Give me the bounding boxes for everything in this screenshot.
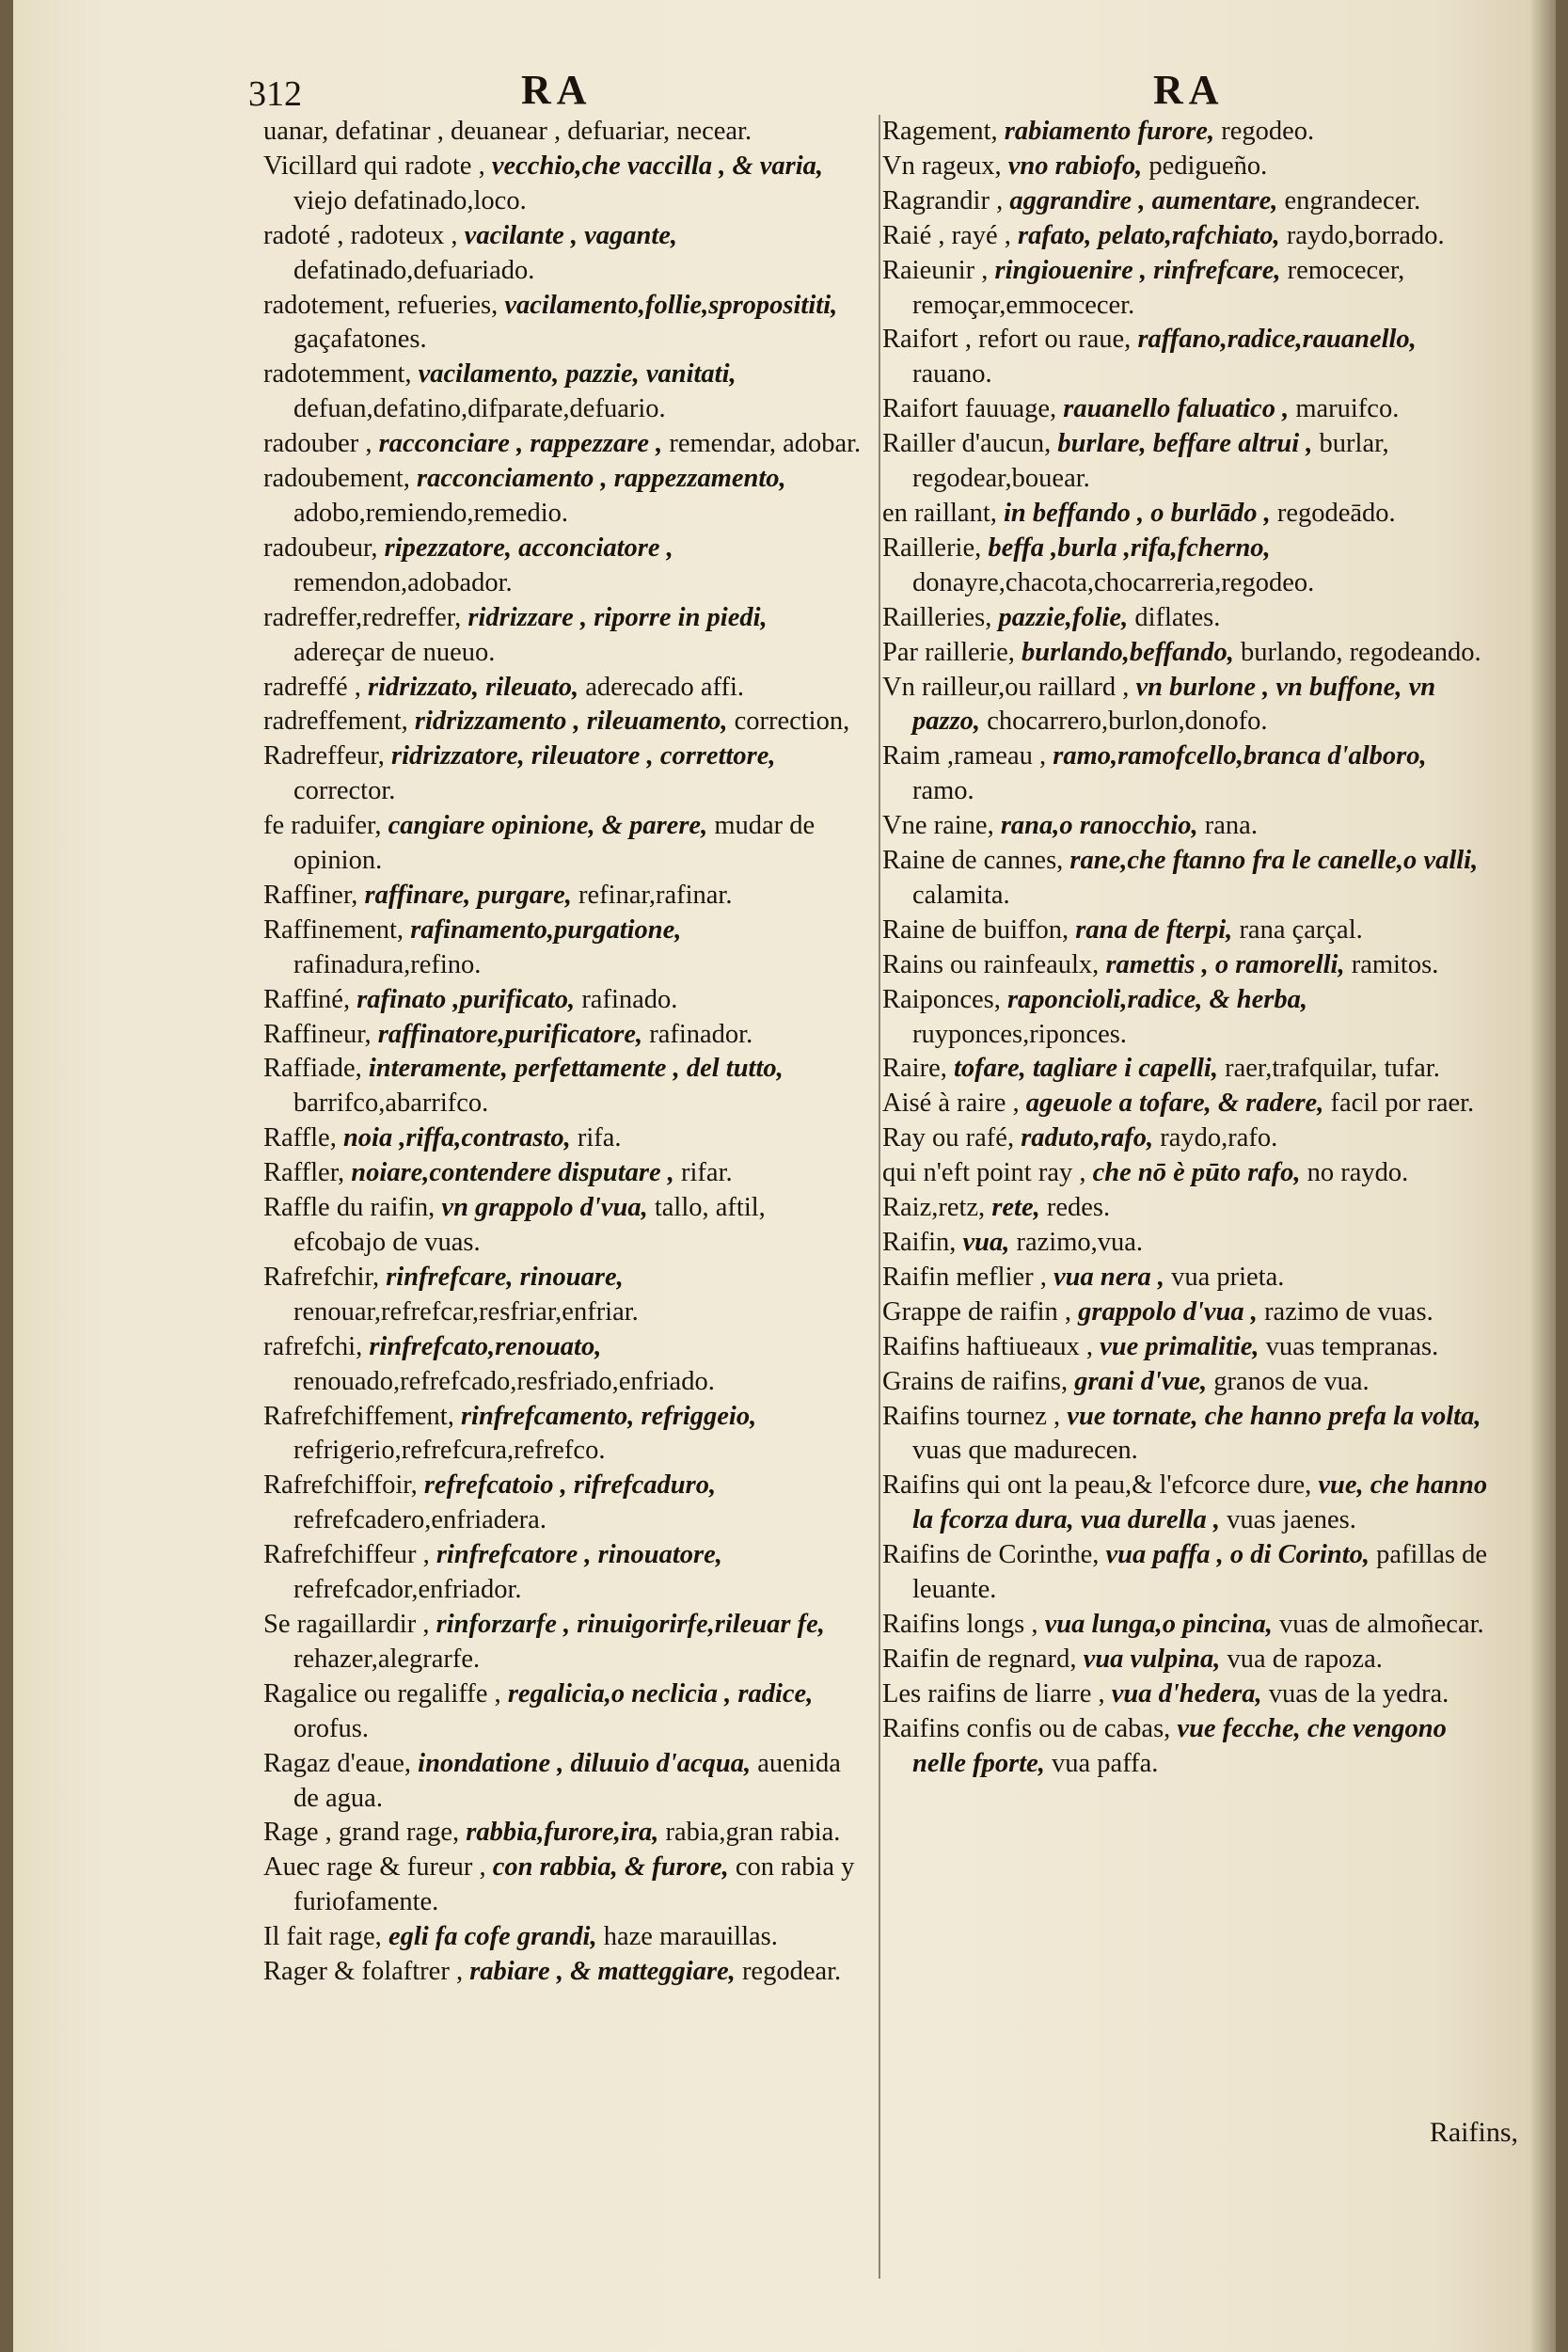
italian-translation: rabiare , & matteggiare,: [469, 1957, 736, 1987]
dictionary-entry: [263, 1018, 862, 1053]
dictionary-entry: [882, 532, 1494, 601]
italian-translation: vacilamento, pazzie, vanitati,: [418, 359, 736, 389]
spanish-translation: defuan,defatino,difparate,defuario.: [293, 394, 666, 424]
french-term: en raillant,: [882, 498, 997, 528]
french-term: Rafrefchir,: [263, 1262, 380, 1292]
french-term: Il fait rage,: [263, 1922, 382, 1952]
spanish-translation: rabia,gran rabia.: [665, 1818, 841, 1848]
spanish-translation: chocarrero,burlon,donofo.: [987, 707, 1268, 737]
dictionary-entry: [882, 1677, 1494, 1712]
spanish-translation: refrefcadero,enfriadera.: [293, 1505, 546, 1535]
french-term: radotemment,: [263, 359, 412, 389]
italian-translation: noia ,riffa,contrasto,: [342, 1123, 571, 1153]
spanish-translation: vuas que madurecen.: [912, 1436, 1138, 1466]
dictionary-entry: [263, 1677, 862, 1747]
spanish-translation: ruyponces,riponces.: [912, 1019, 1127, 1049]
italian-translation: burlare, beffare altrui ,: [1057, 429, 1313, 459]
dictionary-entry: [263, 1816, 862, 1851]
dictionary-entry: [882, 1156, 1494, 1191]
french-term: Rage , grand rage,: [263, 1818, 460, 1848]
dictionary-entry: [263, 1121, 862, 1156]
french-term: Vn railleur,ou raillard ,: [882, 672, 1130, 702]
french-term: Ragrandir ,: [882, 185, 1004, 215]
italian-translation: egli fa cofe grandi,: [388, 1922, 597, 1952]
italian-translation: rabiamento furore,: [1004, 117, 1215, 146]
spanish-translation: adobo,remiendo,remedio.: [293, 498, 569, 528]
spanish-translation: adereçar de nueuo.: [293, 637, 496, 667]
dictionary-entry: [263, 1920, 862, 1955]
dictionary-entry: [263, 1156, 862, 1191]
spanish-translation: vua prieta.: [1171, 1262, 1285, 1292]
spanish-translation: regodeādo.: [1276, 498, 1396, 528]
french-term: Grappe de raifin ,: [882, 1296, 1071, 1327]
dictionary-entry: [882, 739, 1494, 809]
french-term: Raié , rayé ,: [882, 220, 1011, 250]
left-column: [263, 115, 862, 1990]
dictionary-entry: [263, 150, 862, 219]
italian-translation: noiare,contendere disputare ,: [351, 1158, 674, 1188]
french-term: Raifins confis ou de cabas,: [882, 1713, 1171, 1743]
dictionary-entry: [882, 1330, 1494, 1365]
dictionary-entry: [263, 1851, 862, 1920]
french-term: Ragement,: [882, 117, 998, 146]
french-term: Raifort , refort ou raue,: [882, 325, 1132, 355]
dictionary-entry: [882, 219, 1494, 254]
french-term: radoubement,: [263, 464, 410, 494]
italian-translation: rete,: [991, 1193, 1040, 1223]
dictionary-entry: [882, 1295, 1494, 1330]
french-term: radreffé ,: [263, 672, 361, 702]
dictionary-entry: [882, 1365, 1494, 1400]
italian-translation: interamente, perfettamente , del tutto,: [368, 1054, 784, 1084]
spanish-translation: refrigerio,refrefcura,refrefco.: [293, 1436, 606, 1466]
spanish-translation: renouar,refrefcar,resfriar,enfriar.: [293, 1296, 639, 1327]
italian-translation: vua lunga,o pincina,: [1044, 1609, 1273, 1639]
dictionary-entry: [263, 1261, 862, 1330]
french-term: Rafrefchiffoir,: [263, 1470, 418, 1501]
dictionary-entry: [882, 671, 1494, 740]
french-term: radreffement,: [263, 707, 408, 737]
dictionary-entry: [263, 1538, 862, 1608]
french-term: Grains de raifins,: [882, 1366, 1069, 1396]
column-divider: [879, 115, 880, 2279]
french-term: Radreffeur,: [263, 741, 385, 771]
spanish-translation: rana çarçal.: [1239, 914, 1363, 945]
spanish-translation: calamita.: [912, 880, 1010, 910]
dictionary-entry: [882, 948, 1494, 983]
dictionary-entry: [263, 1191, 862, 1261]
dictionary-entry: [263, 115, 862, 150]
dictionary-entry: [882, 323, 1494, 392]
spanish-translation: facil por raer.: [1330, 1089, 1475, 1119]
italian-translation: rafinato ,purificato,: [356, 984, 576, 1014]
spanish-translation: viejo defatinado,loco.: [293, 185, 527, 215]
dictionary-entry: [882, 184, 1494, 219]
italian-translation: racconciare , rappezzare ,: [378, 429, 663, 459]
spanish-translation: rauano.: [912, 359, 992, 389]
spanish-translation: engrandecer.: [1284, 185, 1421, 215]
spanish-translation: refinar,rafinar.: [578, 880, 733, 910]
spanish-translation: maruifco.: [1295, 394, 1400, 424]
dictionary-entry: [263, 1747, 862, 1817]
dictionary-entry: [882, 150, 1494, 184]
spanish-translation: diflates.: [1134, 602, 1221, 632]
italian-translation: raffano,radice,rauanello,: [1137, 325, 1417, 355]
dictionary-entry: [263, 983, 862, 1018]
spanish-translation: vuas tempranas.: [1265, 1331, 1439, 1361]
dictionary-entry: [882, 983, 1494, 1053]
page-number: 312: [248, 74, 302, 114]
dictionary-entry: [882, 601, 1494, 636]
dictionary-entry: [263, 879, 862, 914]
dictionary-entry: [882, 1052, 1494, 1087]
spanish-translation: aderecado affi.: [585, 672, 745, 702]
spanish-translation: mudar de opinion.: [293, 811, 816, 876]
spanish-translation: regodear.: [741, 1957, 842, 1987]
spanish-translation: haze marauillas.: [603, 1922, 778, 1952]
italian-translation: in beffando , o burlādo ,: [1004, 498, 1271, 528]
italian-translation: rinfrefcatore , rinouatore,: [436, 1540, 722, 1570]
dictionary-entry: [263, 1955, 862, 1990]
french-term: Raieunir ,: [882, 255, 989, 285]
italian-translation: ridrizzato, rileuato,: [368, 672, 579, 702]
dictionary-entry: [263, 914, 862, 983]
french-term: Raiponces,: [882, 984, 1001, 1014]
french-term: Les raifins de liarre ,: [882, 1678, 1105, 1708]
dictionary-entry: [263, 358, 862, 427]
italian-translation: beffa ,burla ,rifa,fcherno,: [988, 532, 1271, 563]
italian-translation: vue fecche, che vengono nelle fporte,: [912, 1713, 1447, 1778]
italian-translation: raffinatore,purificatore,: [377, 1019, 643, 1049]
italian-translation: ramo,ramofcello,branca d'alboro,: [1053, 741, 1427, 771]
italian-translation: ridrizzare , riporre in piedi,: [467, 602, 768, 632]
dictionary-entry: [263, 532, 862, 601]
dictionary-entry: [263, 1052, 862, 1121]
spanish-translation: correction,: [734, 707, 850, 737]
spanish-translation: razimo de vuas.: [1264, 1296, 1433, 1327]
italian-translation: pazzie,folie,: [998, 602, 1129, 632]
spanish-translation: remendon,adobador.: [293, 567, 513, 597]
italian-translation: raffinare, purgare,: [364, 880, 572, 910]
dictionary-entry: [882, 392, 1494, 427]
spanish-translation: renouado,refrefcado,resfriado,enfriado.: [293, 1366, 715, 1396]
dictionary-entry: [263, 1608, 862, 1677]
spanish-translation: barrifco,abarrifco.: [293, 1089, 489, 1119]
french-term: fe raduifer,: [263, 811, 382, 841]
dictionary-entry: [882, 1538, 1494, 1608]
french-term: Par raillerie,: [882, 637, 1015, 667]
spanish-translation: rana.: [1204, 811, 1258, 841]
french-term: Raiz,retz,: [882, 1193, 986, 1223]
italian-translation: vua paffa , o di Corinto,: [1105, 1540, 1370, 1570]
spanish-translation: ramo.: [912, 776, 974, 806]
italian-translation: rauanello faluatico ,: [1063, 394, 1290, 424]
italian-translation: ramettis , o ramorelli,: [1105, 949, 1345, 979]
dictionary-entry: [882, 1712, 1494, 1782]
french-term: Raifins de Corinthe,: [882, 1540, 1100, 1570]
french-term: Raifins haftiueaux ,: [882, 1331, 1093, 1361]
french-term: radotement, refueries,: [263, 290, 499, 320]
french-term: Raffle,: [263, 1123, 337, 1153]
spanish-translation: tallo, aftil, efcobajo de vuas.: [293, 1193, 766, 1257]
spanish-translation: auenida de agua.: [293, 1748, 841, 1813]
spanish-translation: raydo,rafo.: [1160, 1123, 1278, 1153]
italian-translation: vue tornate, che hanno prefa la volta,: [1067, 1401, 1481, 1431]
french-term: Vne raine,: [882, 811, 994, 841]
spanish-translation: rafinador.: [649, 1019, 753, 1049]
italian-translation: rafinamento,purgatione,: [410, 914, 682, 945]
french-term: Raifin meflier ,: [882, 1262, 1047, 1292]
french-term: uanar, defatinar , deuanear , defuariar, necear.: [263, 117, 752, 146]
dictionary-entry: [263, 289, 862, 358]
italian-translation: che nō è pūto rafo,: [1092, 1158, 1301, 1188]
spanish-translation: burlando, regodeando.: [1241, 637, 1481, 667]
italian-translation: ripezzatore, acconciatore ,: [384, 532, 673, 563]
spanish-translation: ramitos.: [1351, 949, 1439, 979]
spanish-translation: remocecer, remoçar,emmocecer.: [912, 255, 1405, 320]
french-term: Raifins longs ,: [882, 1609, 1038, 1639]
dictionary-entry: [882, 1087, 1494, 1121]
spanish-translation: con rabia y furiofamente.: [293, 1852, 855, 1917]
italian-translation: ridrizzamento , rileuamento,: [414, 707, 728, 737]
italian-translation: cangiare opinione, & parere,: [388, 811, 708, 841]
italian-translation: rane,che ftanno fra le canelle,o valli,: [1069, 846, 1479, 876]
french-term: Raffler,: [263, 1158, 345, 1188]
italian-translation: rinforzarfe , rinuigorirfe,rileuar fe,: [436, 1609, 825, 1639]
french-term: Rager & folaftrer ,: [263, 1957, 464, 1987]
dictionary-entry: [263, 1400, 862, 1470]
dictionary-entry: [882, 1400, 1494, 1470]
french-term: Ragaz d'eaue,: [263, 1748, 412, 1778]
dictionary-entry: [882, 1643, 1494, 1677]
spanish-translation: raer,trafquilar, tufar.: [1225, 1054, 1440, 1084]
french-term: Railleries,: [882, 602, 992, 632]
italian-translation: vua nera ,: [1053, 1262, 1164, 1292]
spanish-translation: vuas de la yedra.: [1268, 1678, 1449, 1708]
spanish-translation: rehazer,alegrarfe.: [293, 1644, 481, 1674]
italian-translation: tofare, tagliare i capelli,: [953, 1054, 1218, 1084]
running-head-left: RA: [521, 67, 593, 113]
spanish-translation: defatinado,defuariado.: [293, 255, 535, 285]
italian-translation: rabbia,furore,ira,: [466, 1818, 659, 1848]
dictionary-entry: [882, 809, 1494, 844]
french-term: Vicillard qui radote ,: [263, 151, 485, 181]
french-term: radoubeur,: [263, 532, 378, 563]
italian-translation: aggrandire , aumentare,: [1009, 185, 1278, 215]
dictionary-entry: [263, 601, 862, 671]
french-term: qui n'eft point ray ,: [882, 1158, 1086, 1188]
french-term: Ragalice ou regaliffe ,: [263, 1678, 501, 1708]
spanish-translation: pafillas de leuante.: [912, 1540, 1488, 1605]
italian-translation: con rabbia, & furore,: [492, 1852, 729, 1883]
spanish-translation: rafinado.: [581, 984, 678, 1014]
italian-translation: rinfrefcare, rinouare,: [386, 1262, 624, 1292]
french-term: Raifins qui ont la peau,& l'efcorce dure,: [882, 1470, 1312, 1501]
french-term: Raffiné,: [263, 984, 351, 1014]
dictionary-page: [13, 0, 1556, 2352]
spanish-translation: vua paffa.: [1052, 1748, 1159, 1778]
spanish-translation: razimo,vua.: [1016, 1228, 1144, 1257]
dictionary-entry: [882, 1226, 1494, 1261]
french-term: Raffle du raifin,: [263, 1193, 436, 1223]
italian-translation: vue primalitie,: [1100, 1331, 1259, 1361]
french-term: Se ragaillardir ,: [263, 1609, 430, 1639]
dictionary-entry: [263, 671, 862, 706]
french-term: Raine de cannes,: [882, 846, 1064, 876]
dictionary-entry: [882, 914, 1494, 948]
catchword: Raifins,: [1429, 2117, 1518, 2148]
italian-translation: vn grappolo d'vua,: [441, 1193, 648, 1223]
italian-translation: raponcioli,radice, & herba,: [1006, 984, 1308, 1014]
dictionary-entry: [263, 705, 862, 739]
dictionary-entry: [882, 254, 1494, 324]
spanish-translation: redes.: [1046, 1193, 1111, 1223]
french-term: Rafrefchiffeur ,: [263, 1540, 430, 1570]
french-term: Raim ,rameau ,: [882, 741, 1047, 771]
spanish-translation: pedigueño.: [1148, 151, 1268, 181]
french-term: radreffer,redreffer,: [263, 602, 462, 632]
italian-translation: vua,: [962, 1228, 1010, 1257]
french-term: Ray ou rafé,: [882, 1123, 1015, 1153]
french-term: Raifins tournez ,: [882, 1401, 1061, 1431]
italian-translation: vua d'hedera,: [1111, 1678, 1262, 1708]
italian-translation: raduto,rafo,: [1021, 1123, 1154, 1153]
french-term: Raffiner,: [263, 880, 358, 910]
italian-translation: rinfrefcato,renouato,: [369, 1331, 602, 1361]
french-term: Raifin de regnard,: [882, 1644, 1077, 1674]
dictionary-entry: [882, 1121, 1494, 1156]
italian-translation: vn burlone , vn buffone, vn pazzo,: [912, 672, 1436, 737]
italian-translation: ridrizzatore, rileuatore , correttore,: [391, 741, 776, 771]
dictionary-entry: [882, 636, 1494, 671]
italian-translation: vecchio,che vaccilla , & varia,: [491, 151, 824, 181]
italian-translation: grappolo d'vua ,: [1078, 1296, 1258, 1327]
spanish-translation: burlar, regodear,bouear.: [912, 429, 1389, 494]
italian-translation: burlando,beffando,: [1021, 637, 1234, 667]
spanish-translation: vua de rapoza.: [1227, 1644, 1383, 1674]
italian-translation: grani d'vue,: [1074, 1366, 1208, 1396]
dictionary-entry: [882, 1469, 1494, 1538]
spanish-translation: corrector.: [293, 776, 396, 806]
french-term: Vn rageux,: [882, 151, 1002, 181]
spanish-translation: rifar.: [681, 1158, 733, 1188]
french-term: Auec rage & fureur ,: [263, 1852, 486, 1883]
french-term: Raifort fauuage,: [882, 394, 1057, 424]
spanish-translation: rifa.: [577, 1123, 622, 1153]
dictionary-entry: [263, 1469, 862, 1538]
french-term: Railler d'aucun,: [882, 429, 1052, 459]
spanish-translation: vuas de almoñecar.: [1279, 1609, 1484, 1639]
dictionary-entry: [263, 1330, 862, 1400]
dictionary-entry: [263, 809, 862, 879]
spanish-translation: gaçafatones.: [293, 325, 427, 355]
italian-translation: regalicia,o neclicia , radice,: [507, 1678, 814, 1708]
dictionary-entry: [263, 219, 862, 289]
french-term: Raine de buiffon,: [882, 914, 1069, 945]
dictionary-entry: [263, 462, 862, 532]
dictionary-entry: [882, 1261, 1494, 1295]
italian-translation: racconciamento , rappezzamento,: [417, 464, 786, 494]
italian-translation: vua vulpina,: [1083, 1644, 1221, 1674]
italian-translation: vacilamento,follie,sproposititi,: [504, 290, 838, 320]
spanish-translation: no raydo.: [1307, 1158, 1409, 1188]
italian-translation: vacilante , vagante,: [464, 220, 678, 250]
dictionary-entry: [882, 844, 1494, 914]
italian-translation: ageuole a tofare, & radere,: [1025, 1089, 1324, 1119]
spanish-translation: remendar, adobar.: [669, 429, 862, 459]
dictionary-entry: [882, 1608, 1494, 1643]
french-term: Rafrefchiffement,: [263, 1401, 454, 1431]
spanish-translation: vuas jaenes.: [1227, 1505, 1356, 1535]
spanish-translation: refrefcador,enfriador.: [293, 1575, 522, 1605]
italian-translation: refrefcatoio , rifrefcaduro,: [423, 1470, 717, 1501]
spanish-translation: rafinadura,refino.: [293, 949, 482, 979]
french-term: Raffiade,: [263, 1054, 362, 1084]
italian-translation: rafato, pelato,rafchiato,: [1018, 220, 1280, 250]
french-term: radouber ,: [263, 429, 372, 459]
french-term: Raffinement,: [263, 914, 404, 945]
right-column: [882, 115, 1494, 1782]
dictionary-entry: [882, 497, 1494, 532]
french-term: Raifin,: [882, 1228, 957, 1257]
spanish-translation: granos de vua.: [1213, 1366, 1370, 1396]
dictionary-entry: [882, 427, 1494, 497]
dictionary-entry: [263, 427, 862, 462]
italian-translation: rana,o ranocchio,: [1000, 811, 1198, 841]
french-term: rafrefchi,: [263, 1331, 363, 1361]
spanish-translation: orofus.: [293, 1713, 369, 1743]
spanish-translation: donayre,chacota,chocarreria,regodeo.: [912, 567, 1315, 597]
french-term: radoté , radoteux ,: [263, 220, 458, 250]
french-term: Raillerie,: [882, 532, 982, 563]
italian-translation: rana de fterpi,: [1075, 914, 1233, 945]
spanish-translation: raydo,borrado.: [1286, 220, 1445, 250]
italian-translation: rinfrefcamento, refriggeio,: [460, 1401, 757, 1431]
italian-translation: ringiouenire , rinfrefcare,: [994, 255, 1281, 285]
french-term: Rains ou rainfeaulx,: [882, 949, 1100, 979]
french-term: Raire,: [882, 1054, 947, 1084]
dictionary-entry: [882, 1191, 1494, 1226]
french-term: Raffineur,: [263, 1019, 372, 1049]
dictionary-entry: [882, 115, 1494, 150]
italian-translation: vue, che hanno la fcorza dura, vua durella ,: [912, 1470, 1488, 1535]
italian-translation: vno rabiofo,: [1007, 151, 1143, 181]
french-term: Aisé à raire ,: [882, 1089, 1020, 1119]
spanish-translation: regodeo.: [1221, 117, 1315, 146]
italian-translation: inondatione , diluuio d'acqua,: [418, 1748, 752, 1778]
dictionary-entry: [263, 739, 862, 809]
running-head-right: RA: [1153, 67, 1225, 113]
